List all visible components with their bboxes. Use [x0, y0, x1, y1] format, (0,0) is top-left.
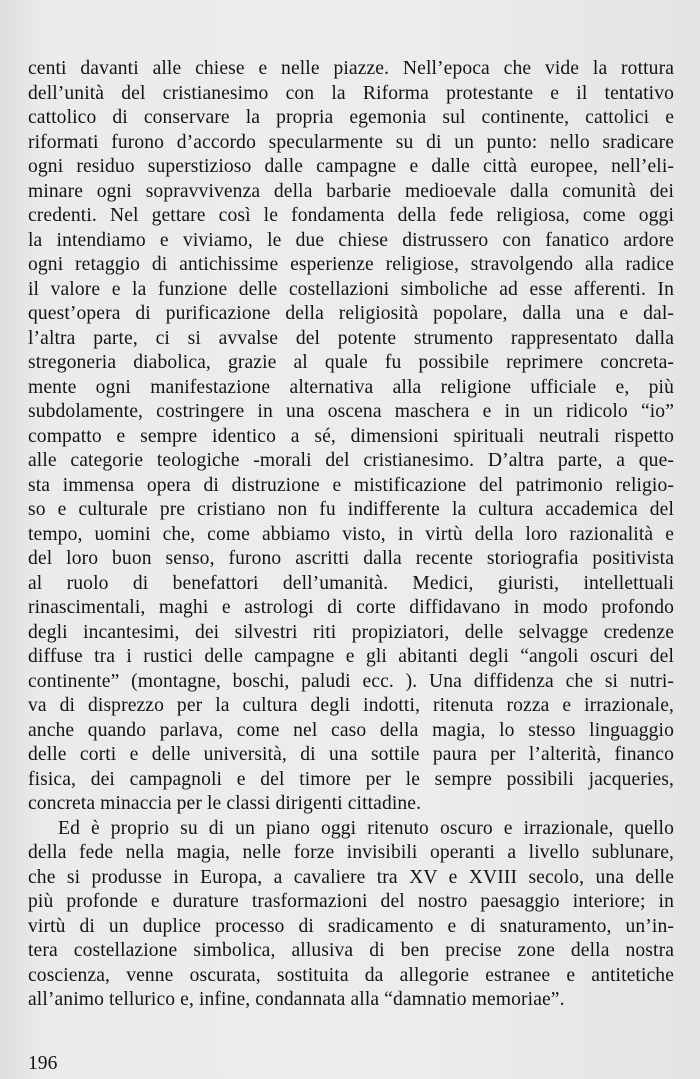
text-line: quest’opera di purificazione della religiosità popolare, dalla una e dal-: [28, 303, 674, 324]
text-line: subdolamente, costringere in una oscena maschera e in un ridicolo “io”: [28, 401, 674, 422]
text-line: del loro buon senso, furono ascritti dalla recente storiografia positivista: [28, 548, 674, 569]
text-line: ogni residuo superstizioso dalle campagne e dalle città europee, nell’eli-: [28, 156, 674, 177]
text-line: minare ogni sopravvivenza della barbarie medioevale dalla comunità dei: [28, 180, 674, 202]
page-number: 196: [28, 1053, 58, 1074]
text-line: sta immensa opera di distruzione e mistificazione del patrimonio religio-: [28, 474, 674, 496]
text-line: ogni retaggio di antichissime esperienze religiose, stravolgendo alla radice: [28, 254, 674, 275]
text-line: diffuse tra i rustici delle campagne e gli abitanti degli “angoli oscuri del: [28, 646, 674, 667]
text-line: dell’unità del cristianesimo con la Riforma protestante e il tentativo: [28, 82, 674, 104]
text-line: il valore e la funzione delle costellazioni simboliche ad esse afferenti. In: [28, 278, 674, 300]
text-line: centi davanti alle chiese e nelle piazze. Nell’epoca che vide la rottura: [28, 58, 674, 79]
text-line: all’animo tellurico e, infine, condannata alla “damnatio memoriae”.: [28, 989, 565, 1010]
text-line: tera costellazione simbolica, allusiva di ben precise zone della nostra: [28, 940, 674, 961]
text-line: Ed è proprio su di un piano oggi ritenuto oscuro e irrazionale, quello: [58, 817, 674, 839]
text-line: riformati furono d’accordo specularmente su di un punto: nello sradicare: [28, 131, 674, 153]
text-line: della fede nella magia, nelle forze invisibili operanti a livello sublunare,: [28, 842, 674, 863]
text-line: fisica, dei campagnoli e del timore per le sempre possibili jacqueries,: [28, 768, 674, 790]
text-line: concreta minaccia per le classi dirigenti cittadine.: [28, 793, 422, 814]
text-line: la intendiamo e viviamo, le due chiese distrussero con fanatico ardore: [28, 229, 674, 251]
text-line: al ruolo di benefattori dell’umanità. Medici, giuristi, intellettuali: [28, 572, 674, 594]
text-line: va di disprezzo per la cultura degli indotti, ritenuta rozza e irrazionale,: [28, 695, 674, 716]
text-line: tempo, uomini che, come abbiamo visto, in virtù della loro razionalità e: [28, 523, 674, 545]
text-line: cattolico di conservare la propria egemonia sul continente, cattolici e: [28, 107, 674, 128]
text-line: l’altra parte, ci si avvalse del potente strumento rappresentato dalla: [28, 327, 674, 349]
text-line: stregoneria diabolica, grazie al quale fu possibile reprimere concreta-: [28, 352, 674, 373]
text-line: più profonde e durature trasformazioni del nostro paesaggio interiore; in: [28, 891, 674, 912]
text-line: credenti. Nel gettare così le fondamenta della fede religiosa, come oggi: [28, 205, 674, 226]
text-line: coscienza, venne oscurata, sostituita da allegorie estranee e antitetiche: [28, 964, 674, 986]
text-line: continente” (montagne, boschi, paludi ecc. ). Una diffidenza che si nutri-: [28, 670, 674, 692]
text-line: so e culturale pre cristiano non fu indifferente la cultura accademica del: [28, 499, 674, 520]
text-line: mente ogni manifestazione alternativa alla religione ufficiale e, più: [28, 376, 674, 398]
text-line: rinascimentali, maghi e astrologi di corte diffidavano in modo profondo: [28, 597, 674, 618]
text-line: delle corti e delle università, di una sottile paura per l’alterità, financo: [28, 744, 674, 765]
text-line: virtù di un duplice processo di sradicamento e di snaturamento, un’in-: [28, 915, 674, 937]
text-line: che si produsse in Europa, a cavaliere tra XV e XVIII secolo, una delle: [28, 866, 674, 888]
text-line: anche quando parlava, come nel caso della magia, lo stesso linguaggio: [28, 719, 674, 741]
text-line: degli incantesimi, dei silvestri riti propiziatori, delle selvagge credenze: [28, 621, 674, 643]
text-line: compatto e sempre identico a sé, dimensioni spirituali neutrali rispetto: [28, 425, 674, 447]
text-line: alle categorie teologiche -morali del cristianesimo. D’altra parte, a que-: [28, 450, 674, 471]
body-text: [28, 57, 674, 1013]
